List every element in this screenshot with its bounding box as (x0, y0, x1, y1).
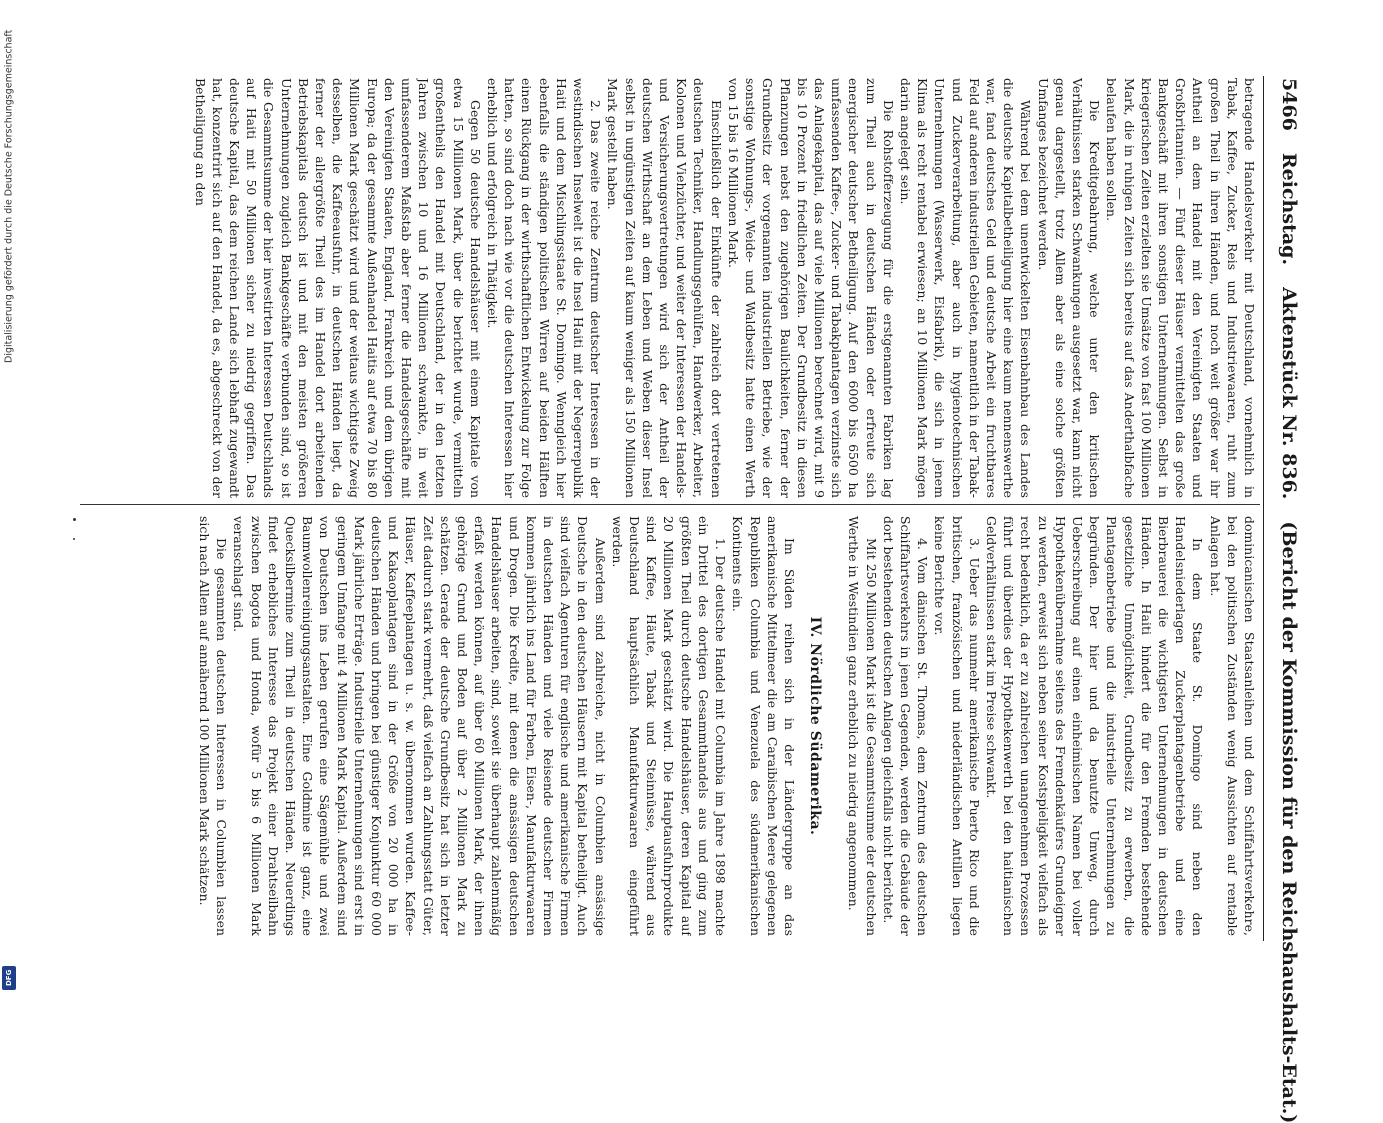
paragraph: Gegen 50 deutsche Handelshäuser mit einem Kapitale von etwa 15 Millionen Mark, über die berichtet wurde, vermitteln großentheils den Handel mit Deutschland, der in den letzten Jahren zwischen 10 und 16 Millionen schwankte, in weit umfassenderem Maßstab aber ferner die Handelsgeschäfte mit den Vereinigten Staaten, England, Frankreich und dem übrigen Europa; da der gesammte Außenhandel Haitis auf etwa 70 bis 80 Millionen Mark geschätzt wird und der weitaus wichtigste Zweig desselben, die Kaffeeausfuhr, in deutschen Händen liegt, da ferner der allergrößte Theil des im Handel dort arbeitenden Betriebskapitals deutsch ist und mit den meisten größeren Unternehmungen zugleich Bankgeschäfte verbunden sind, so ist die Gesammtsumme der hier investirten Interessen Deutschlands auf Haiti mit 50 Millionen sicher zu niedrig gegriffen. Das deutsche Kapital, das dem reichen Lande sich lebhaft zugewandt hat, konzentrirt sich auf den Handel, da es, abgeschreckt von der Betheiligung an den (192, 78, 483, 498)
paragraph: betragende Handelsverkehr mit Deutschland, vornehmlich in Tabak, Kaffee, Zucker, Reis und Industriewaaren, ruht zum großen Theil in ihren Händen, und noch weit größer war ihr Antheil an dem Handel mit den Vereinigten Staaten und Großbritannien. — Fünf dieser Häuser vermittelten das große Bankgeschäft mit ihren sonstigen Unternehmungen. Selbst in kriegerischen Zeiten erzielten sie Umsätze von fast 100 Millionen Mark, die in ruhigen Zeiten sich bereits auf das Anderthalbfache belaufen haben sollen. (1104, 78, 1257, 498)
scan-speck (73, 538, 75, 540)
scan-speck (73, 518, 76, 521)
paragraph: Mit 250 Millionen Mark ist die Gesammtsumme der deutschen Werthe in Westindien ganz erheblich zu niedrig angenommen. (846, 516, 879, 936)
paragraph: Die gesammten deutschen Interessen in Columbien lassen sich nach Allem auf annähernd 100 Millionen Mark schätzen. (197, 516, 230, 936)
section-heading: IV. Nördliche Südamerika. (807, 616, 824, 836)
paragraph: Einschließlich der Einkünfte der zahlreich dort vertretenen deutschen Techniker, Handlungsgehülfen, Handwerker, Arbeiter, Kolonen und Viehzüchter, und weiter der Interessen der Handels- und Versicherungsvertretungen wird sich der Antheil der deutschen Wirthschaft an dem Leben und Weben dieser Insel selbst in ungünstigen Zeiten auf kaum weniger als 150 Millionen Mark gestellt haben. (605, 78, 724, 498)
paragraph: 3. Ueber das nunmehr amerikanische Puerto Rico und die britischen, französischen und niederländischen Antillen liegen keine Berichte vor. (932, 516, 982, 936)
paragraph: dominicanischen Staatsanleihen und dem Schiffahrtsverkehre, bei den politischen Zuständen wenig Aussichten auf rentable Anlagen hat. (1207, 516, 1257, 936)
page-header (1270, 78, 1300, 1123)
page-number: 5466 (1278, 78, 1300, 131)
header-subject: (Bericht der Kommission für den Reichshaushalts-Etat.) (1278, 521, 1300, 1123)
paragraph: Außerdem sind zahlreiche, nicht in Columbien ansässige Deutsche in den deutschen Häusern mit Kapital betheiligt. Auch sind vielfach Agenturen für englische und amerikanische Firmen in deutschen Händen und viele Reisende deutscher Firmen kommen jährlich ins Land für Farben, Eisen-, Manufakturwaaren und Drogen. Die Kredite, mit denen die ansässigen deutschen Handelshäuser arbeiten, sind, soweit sie überhaupt zahlenmäßig erfaßt werden können, auf über 60 Millionen Mark, der ihnen gehörige Grund und Boden auf über 2 Millionen Mark zu schätzen. Gerade der deutsche Grundbesitz hat sich in letzter Zeit dadurch stark vermehrt, daß vielfach an Zahlungsstatt Güter, Häuser, Kaffeeplantagen u. s. w. übernommen wurden. Kaffee- und Kakaoplantagen sind in der Größe von 20 000 ha in deutschen Händen und bringen bei günstiger Konjunktur 60 000 Mark jährliche Erträge. Industrielle Unternehmungen sind erst in geringem Umfange mit 4 Millionen Mark Kapital. Außerdem sind von Deutschen ins Leben gerufen eine Sägemühle und zwei Baumwollenreinigungsanstalten. Eine Goldmine ist ganz, eine Quecksilbermine zum Theil in deutschen Händen. Neuerdings findet erhebliches Interesse das Projekt einer Drahtseilbahn zwischen Bogota und Honda, wofür 5 bis 6 Millionen Mark veranschlagt sind. (231, 516, 608, 936)
header-document: Aktenstück Nr. 836. (1278, 287, 1300, 500)
paragraph: Die Rohstofferzeugung für die erstgenannten Fabriken lag zum Theil auch in deutschen Händen oder erfreute sich energischer deutscher Betheiligung. Auf den 6000 bis 6500 ha umfassenden Kaffee-, Zucker- und Tabakplantagen verzinste sich das Anlagekapital, das auf viele Millionen berechnet wird, mit 9 bis 10 Prozent in friedlichen Zeiten. Der Grundbesitz in diesen Pflanzungen nebst den zugehörigen Baulichkeiten, ferner der Grundbesitz der vorgenannten industriellen Betriebe, wie der sonstige Wohnungs-, Weide- und Waldbesitz hatte einen Werth von 15 bis 16 Millionen Mark. (725, 78, 896, 498)
paragraph: Die Kreditgebahrung, welche unter den kritischen Verhältnissen starken Schwankungen ausgesetzt war, kann nicht genau dargestellt, trotz Allem aber als eine solche größten Umfanges bezeichnet werden. (1035, 78, 1103, 498)
paragraph: In dem Staate St. Domingo sind neben den Handelsniederlagen Zuckerplantagenbetriebe und eine Bierbrauerei die wichtigsten Unternehmungen in deutschen Händen. In Haiti hindert die für den Fremden bestehende gesetzliche Unmöglichkeit, Grundbesitz zu erwerben, die Plantagenbetriebe und die industrielle Unternehmungen zu begründen. Der hier und da benutzte Umweg, durch Ueberschreibung auf einen einheimischen Namen bei voller Hypothekenübernahme seitens des Fremdenkäufers Grundeigner zu werden, erweist sich neben seiner Kostspieligkeit vielfach als recht bedenklich, da er zu zahlreichen unangenehmen Prozessen führt und überdies der Hypothekenwerth bei den haitianischen Geldverhältnissen stark im Preise schwankt. (983, 516, 1206, 936)
paragraph: Im Süden reihen sich in der Ländergruppe an das amerikanische Mittelmeer die am Caraibischen Meere gelegenen Republiken Columbia und Venezuela des südamerikanischen Kontinents ein. (730, 516, 797, 936)
dfg-logo: DFG (2, 966, 16, 990)
digitization-credit: Digitalisierung gefördert durch die Deutsche Forschungsgemeinschaft (3, 30, 15, 364)
right-column (78, 516, 1258, 936)
left-column (78, 78, 1258, 498)
column-divider (80, 504, 1260, 505)
header-rule (1263, 76, 1264, 941)
paragraph: 2. Das zweite reiche Zentrum deutscher Interessen in der westindischen Inselwelt ist die Insel Haiti mit der Negerrepublik Haiti und dem Mischlingsstaate St. Domingo. Wenngleich hier ebenfalls die ständigen politischen Wirren auf beiden Hälften einen Rückgang in der wirthschaftlichen Entwickelung zur Folge hatten, so sind doch nach wie vor die deutschen Interessen hier erheblich und erfolgreich in Thätigkeit. (485, 78, 604, 498)
paragraph: 4. Vom dänischen St. Thomas, dem Zentrum des deutschen Schiffahrtsverkehrs in jenen Gegenden, werden die Gebäude der dort bestehenden deutschen Anlagen gleichfalls nicht berichtet. (880, 516, 931, 936)
document-page (70, 70, 1300, 1123)
header-chamber: Reichstag. (1278, 152, 1300, 266)
paragraph: 1. Der deutsche Handel mit Columbia im Jahre 1898 machte ein Drittel des dortigen Gesammthandels aus und ging zum größten Theil durch deutsche Handelshäuser, deren Kapital auf 20 Millionen Mark geschätzt wird. Die Hauptausfuhrprodukte sind Kaffee, Häute, Tabak und Steinnüsse, während aus Deutschland hauptsächlich Manufakturwaaren eingeführt werden. (609, 516, 729, 936)
paragraph: Während bei dem unentwickelten Eisenbahnbau des Landes die deutsche Kapitalbetheiligung hier eine kaum nennenswerthe war, fand deutsches Geld und deutsche Arbeit ein fruchtbares Feld auf anderen industriellen Gebieten, namentlich in der Tabak- und Zuckerverarbeitung, aber auch in hygienotechnischen Unternehmungen (Wasserwerk, Eisfabrik), die sich in jenem Klima als recht rentabel erwiesen; an 10 Millionen Mark mögen darin angelegt sein. (897, 78, 1034, 498)
